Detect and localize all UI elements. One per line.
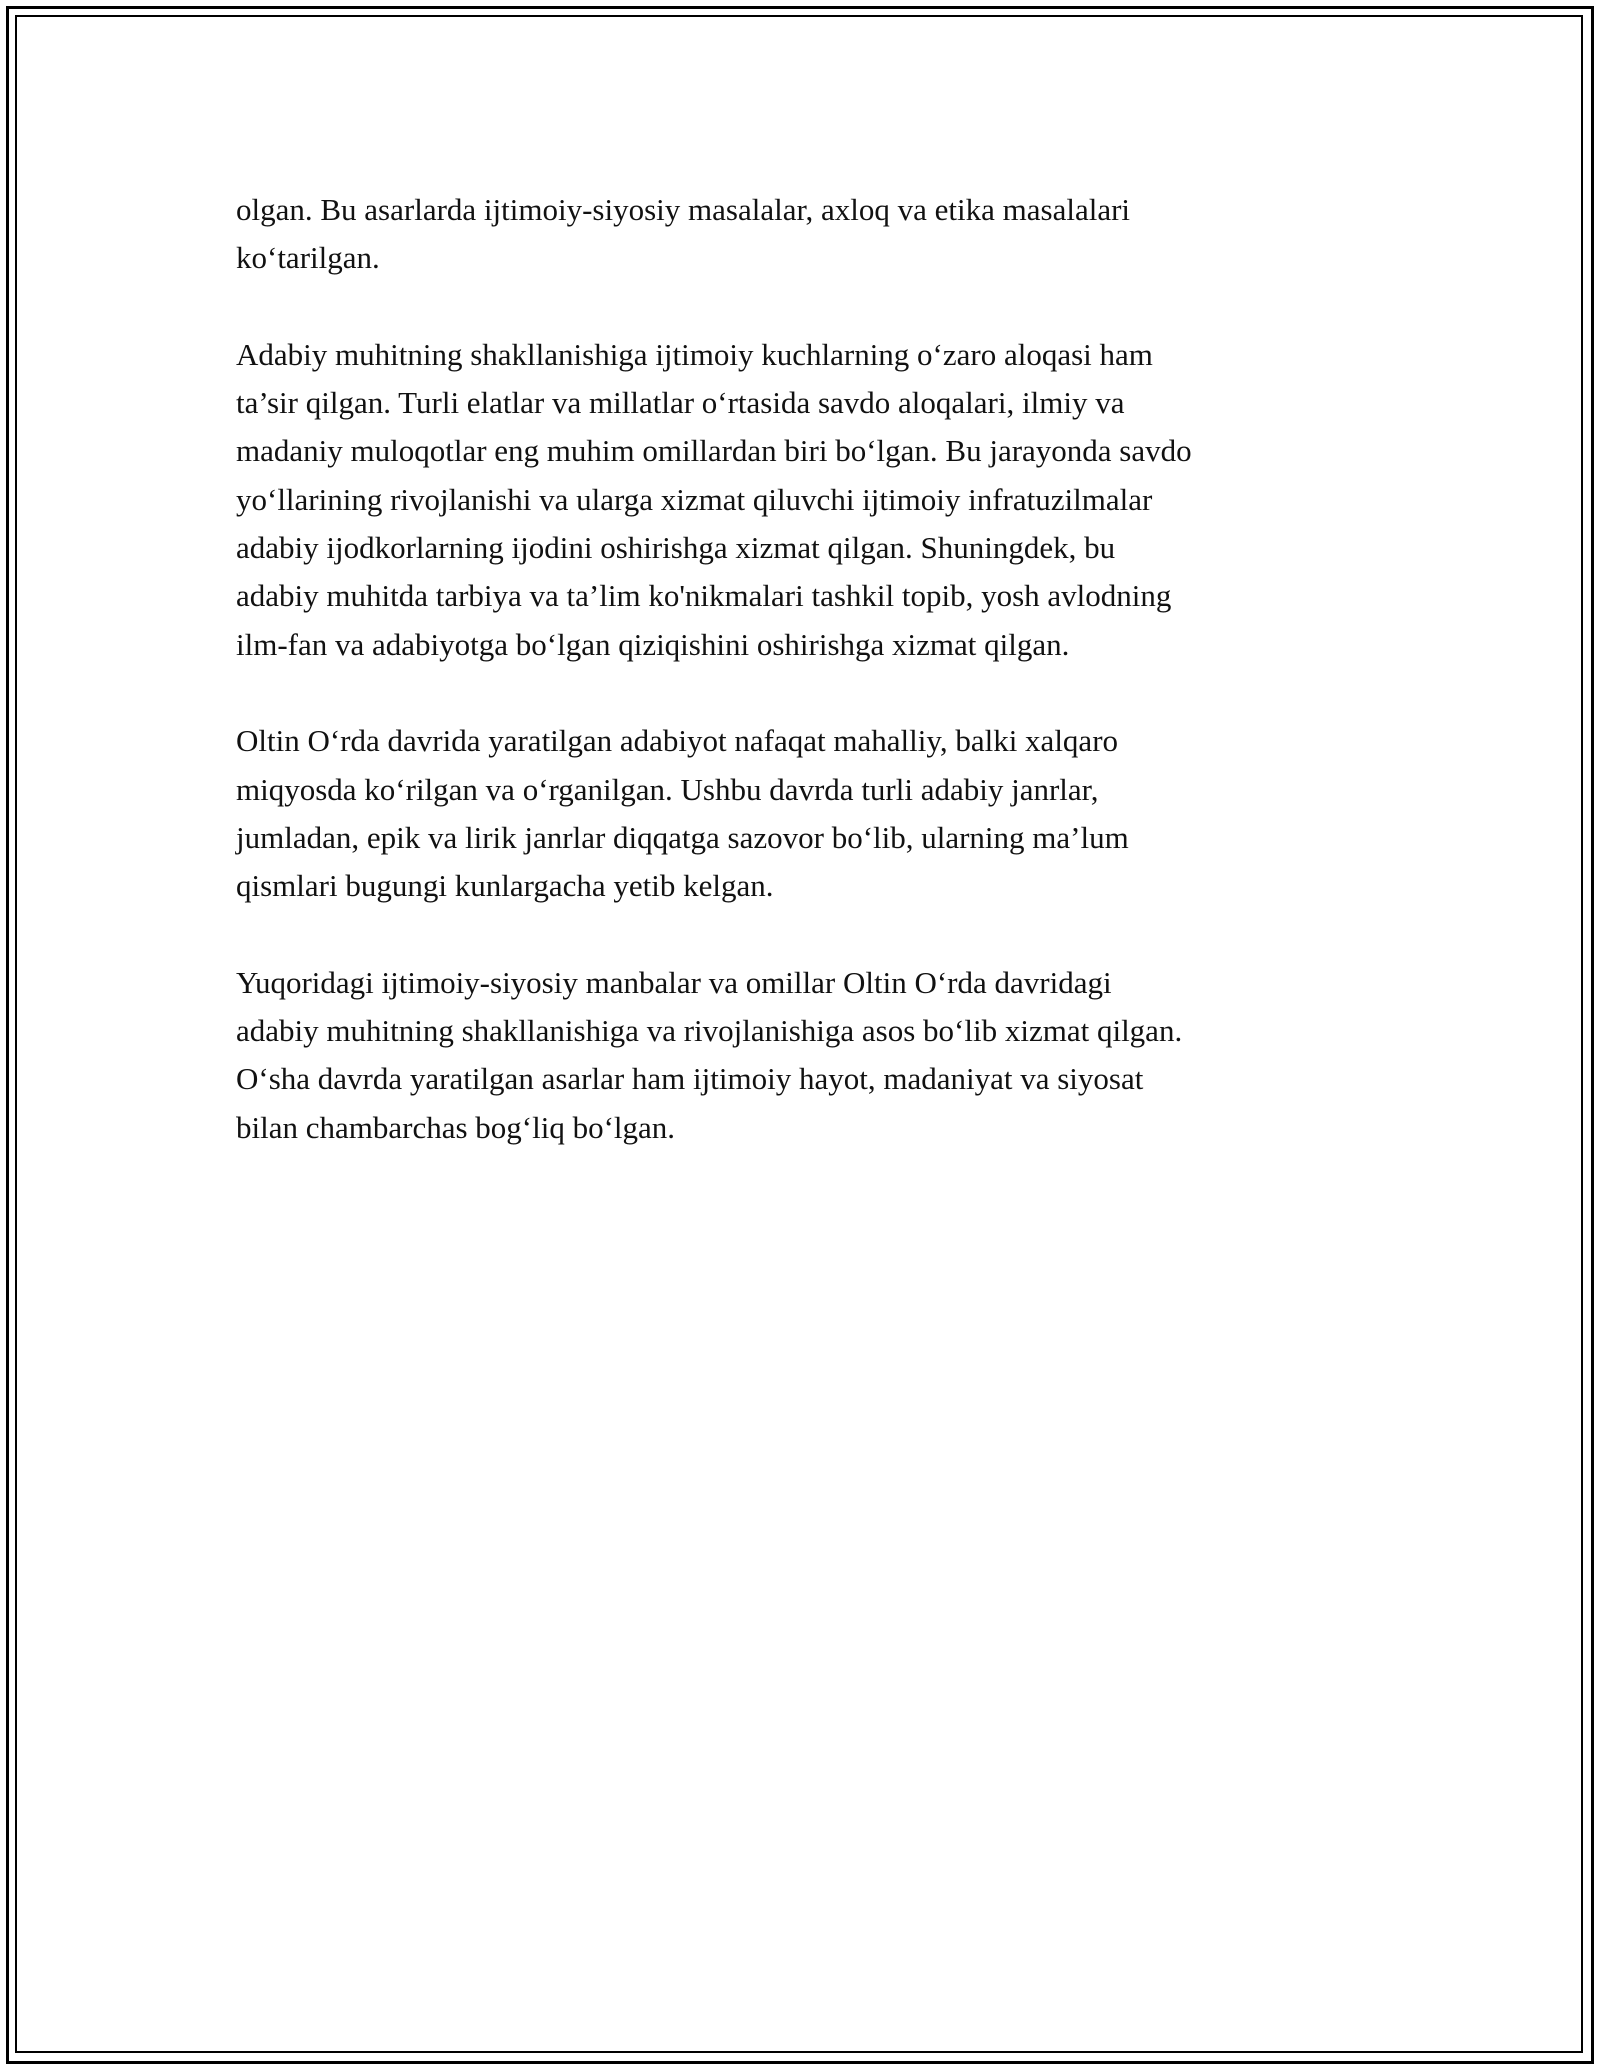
paragraph-3: Oltin O‘rda davrida yaratilgan adabiyot nafaqat mahalliy, balki xalqaro miqyosda ko‘rilgan va o‘rganilgan. Ushbu davrda turli adabiy janrlar, jumladan, epik va lirik janrlar diqqatga sazovor bo‘lib, ularning ma’lum qismlari bugungi kunlargacha yetib kelgan. [236, 723, 1129, 904]
paragraph-1: olgan. Bu asarlarda ijtimoiy-siyosiy masalalar, axloq va etika masalalari ko‘tarilgan. [236, 192, 1131, 276]
document-body [236, 186, 1396, 1200]
paragraph-2: Adabiy muhitning shakllanishiga ijtimoiy kuchlarning o‘zaro aloqasi ham ta’sir qilgan. Turli elatlar va millatlar o‘rtasida savdo aloqalari, ilmiy va madaniy muloqotlar eng muhim omillardan biri bo‘lgan. Bu jarayonda savdo yo‘llarining rivojlanishi va ularga xizmat qiluvchi ijtimoiy infratuzilmalar adabiy ijodkorlarning ijodini oshirishga xizmat qilgan. Shuningdek, bu adabiy muhitda tarbiya va ta’lim ko'nikmalari tashkil topib, yosh avlodning ilm-fan va adabiyotga bo‘lgan qiziqishini oshirishga xizmat qilgan. [236, 336, 1192, 662]
paragraph-4: Yuqoridagi ijtimoiy-siyosiy manbalar va omillar Oltin O‘rda davridagi adabiy muhitning shakllanishiga va rivojlanishiga asos bo‘lib xizmat qilgan. O‘sha davrda yaratilgan asarlar ham ijtimoiy hayot, madaniyat va siyosat bilan chambarchas bog‘liq bo‘lgan. [236, 964, 1183, 1145]
